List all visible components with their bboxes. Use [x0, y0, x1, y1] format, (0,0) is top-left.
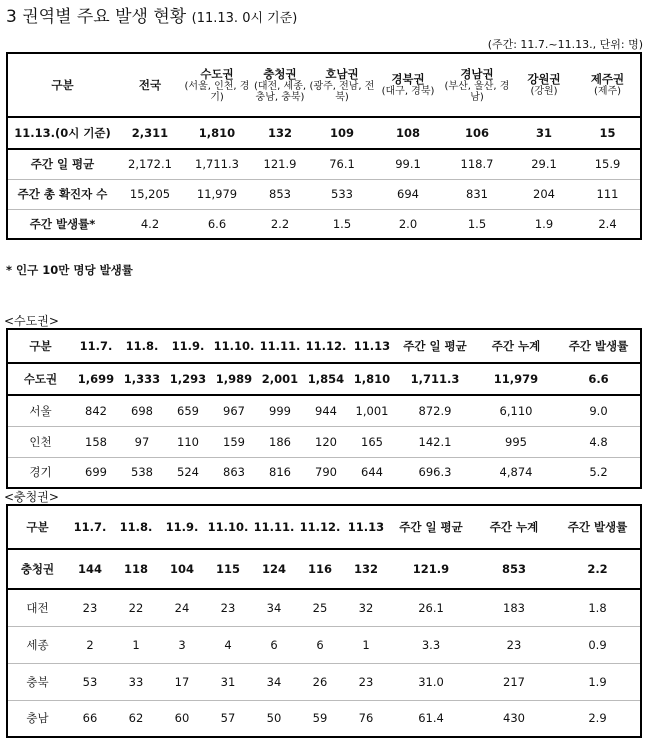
table-cell: 3 — [178, 637, 186, 652]
table-cell: 121.9 — [263, 157, 297, 172]
row-label: 수도권 — [23, 372, 58, 386]
header-cell: 11.7. — [79, 339, 113, 353]
header-name: 구분 — [51, 77, 74, 92]
table-cell: 66 — [82, 711, 98, 726]
header-cell: 11.9. — [165, 520, 199, 534]
table-cell: 1 — [132, 637, 140, 652]
table-cell: 999 — [269, 403, 291, 418]
header-name: 경북권 — [391, 72, 425, 86]
header-cell: 구분 — [26, 520, 49, 534]
table-cell: 1.5 — [467, 216, 487, 231]
table-cell: 76.1 — [329, 157, 355, 172]
table-cell: 61.4 — [418, 711, 444, 726]
table-cell: 872.9 — [418, 403, 452, 418]
header-cell — [441, 53, 513, 117]
table-cell: 159 — [223, 434, 245, 449]
table-cell: 1,001 — [355, 403, 389, 418]
table-cell: 23 — [82, 600, 98, 615]
row-label: 충북 — [26, 674, 49, 689]
table-cell: 6,110 — [499, 403, 533, 418]
table-cell: 1,293 — [169, 372, 207, 386]
table-cell: 59 — [312, 711, 328, 726]
table-cell: 31.0 — [418, 674, 444, 689]
header-cell — [575, 53, 641, 117]
chung-label: <충청권> — [4, 490, 59, 504]
table-cell: 11,979 — [196, 187, 238, 201]
row-label: 주간 일 평균 — [30, 157, 95, 172]
table-cell: 644 — [361, 465, 383, 480]
row-label: 대전 — [26, 600, 49, 615]
table-cell: 50 — [266, 711, 282, 726]
table-cell: 1.9 — [534, 216, 554, 231]
table-cell: 430 — [503, 711, 525, 726]
table-cell: 6 — [270, 637, 278, 652]
table-cell: 853 — [501, 562, 526, 576]
header-cell: 11.13 — [347, 520, 385, 534]
table-cell: 3.3 — [421, 637, 441, 652]
table-cell: 76 — [358, 711, 374, 726]
header-name: 제주권 — [590, 72, 625, 86]
table-cell: 34 — [266, 600, 282, 615]
table-cell: 4.8 — [589, 434, 608, 449]
table-cell: 110 — [177, 434, 199, 449]
header-sub: (부산, 울산, 경남) — [444, 80, 510, 103]
table-cell: 2.4 — [598, 216, 617, 231]
table-cell: 204 — [533, 187, 555, 201]
table-cell: 33 — [128, 674, 144, 689]
table-cell: 4 — [224, 637, 232, 652]
row-label: 주간 총 확진자 수 — [17, 187, 108, 201]
title-main: 3 권역별 주요 발생 현황 — [6, 7, 187, 27]
table-cell: 1,989 — [215, 372, 253, 386]
table-cell: 23 — [220, 600, 236, 615]
table-cell: 2,311 — [131, 126, 169, 140]
table-cell: 1,333 — [123, 372, 161, 386]
table-cell: 31 — [220, 674, 236, 689]
table-cell: 2,001 — [261, 372, 299, 386]
header-name: 경남권 — [460, 66, 494, 81]
header-cell: 주간 발생률 — [567, 520, 628, 534]
table-cell: 1.8 — [588, 600, 607, 615]
title-sub: (11.13. 0시 기준) — [191, 11, 298, 26]
table-cell: 816 — [269, 465, 291, 480]
table-cell: 24 — [174, 600, 190, 615]
table-cell: 2.2 — [587, 562, 608, 576]
table-cell: 26.1 — [418, 600, 444, 615]
table-cell: 4,874 — [499, 465, 533, 480]
table-cell: 1,711.3 — [410, 372, 460, 386]
table-cell: 538 — [131, 465, 153, 480]
header-cell: 주간 누계 — [489, 520, 539, 534]
table-cell: 1.9 — [588, 674, 607, 689]
header-cell — [251, 53, 309, 117]
header-cell: 11.11. — [253, 520, 295, 534]
header-cell: 11.9. — [171, 339, 205, 353]
table-cell: 1.5 — [332, 216, 352, 231]
table-cell: 186 — [269, 434, 291, 449]
table-cell: 132 — [353, 562, 378, 576]
table-row — [7, 700, 641, 737]
row-label: 인천 — [29, 434, 52, 449]
chung-table — [6, 504, 642, 738]
table-cell: 659 — [177, 403, 199, 418]
table-cell: 995 — [505, 434, 527, 449]
header-name: 수도권 — [200, 66, 234, 81]
header-name: 전국 — [138, 77, 162, 92]
header-name: 강원권 — [527, 72, 561, 86]
table-row — [7, 457, 641, 488]
table-cell: 106 — [464, 126, 489, 140]
table-cell: 2.2 — [270, 216, 290, 231]
table-cell: 9.0 — [589, 403, 608, 418]
table-cell: 116 — [307, 562, 332, 576]
header-cell: 11.7. — [73, 520, 107, 534]
row-label: 충청권 — [20, 562, 55, 576]
table-cell: 2,172.1 — [128, 157, 172, 172]
header-sub: (광주, 전남, 전북) — [309, 80, 375, 103]
header-cell: 11.10. — [207, 520, 249, 534]
table-cell: 108 — [395, 126, 420, 140]
table-cell: 1,711.3 — [195, 157, 239, 172]
row-label: 충남 — [26, 711, 49, 726]
header-sub: (서울, 인천, 경기) — [184, 80, 250, 103]
sudo-table — [6, 328, 642, 489]
table-cell: 118 — [123, 562, 148, 576]
table-cell: 31 — [535, 126, 552, 140]
header-cell: 11.12. — [299, 520, 341, 534]
table-cell: 111 — [596, 187, 619, 201]
header-cell: 11.13 — [353, 339, 391, 353]
header-cell: 주간 일 평균 — [399, 520, 463, 534]
table-cell: 104 — [169, 562, 194, 576]
table-cell: 118.7 — [460, 157, 494, 172]
table-cell: 60 — [174, 711, 190, 726]
table-cell: 97 — [134, 434, 150, 449]
table-row — [7, 149, 641, 179]
table-cell: 842 — [85, 403, 107, 418]
table-cell: 533 — [331, 187, 353, 201]
table-cell: 699 — [85, 465, 107, 480]
table-cell: 698 — [131, 403, 153, 418]
table-cell: 6.6 — [207, 216, 227, 231]
table-row — [7, 363, 641, 395]
unit-note: (주간: 11.7.~11.13., 단위: 명) — [487, 38, 643, 51]
table-cell: 22 — [128, 600, 144, 615]
table-cell: 120 — [315, 434, 337, 449]
row-label: 11.13.(0시 기준) — [14, 126, 111, 140]
header-cell: 주간 발생률 — [568, 339, 629, 353]
table-row — [7, 663, 641, 700]
table-cell: 1,810 — [198, 126, 236, 140]
table-cell: 1 — [362, 637, 370, 652]
header-cell — [309, 53, 375, 117]
table-cell: 1,699 — [77, 372, 115, 386]
header-name: 충청권 — [263, 66, 297, 81]
header-cell — [117, 53, 183, 117]
table-cell: 23 — [358, 674, 374, 689]
table-cell: 121.9 — [412, 562, 450, 576]
table-cell: 2.0 — [398, 216, 418, 231]
table-row — [7, 209, 641, 239]
table-cell: 2 — [86, 637, 94, 652]
region-summary-table — [6, 52, 642, 240]
header-cell: 11.12. — [305, 339, 347, 353]
table-cell: 0.9 — [588, 637, 607, 652]
table-cell: 694 — [397, 187, 419, 201]
header-cell — [513, 53, 575, 117]
table-cell: 853 — [269, 187, 291, 201]
table-cell: 144 — [77, 562, 102, 576]
table-cell: 29.1 — [531, 157, 557, 172]
row-label: 경기 — [29, 465, 52, 480]
header-cell: 구분 — [29, 339, 52, 353]
table-cell: 17 — [174, 674, 190, 689]
footnote: * 인구 10만 명당 발생률 — [6, 263, 133, 277]
table-cell: 1,810 — [353, 372, 391, 386]
table-cell: 696.3 — [418, 465, 452, 480]
table-cell: 165 — [361, 434, 383, 449]
table-row — [7, 549, 641, 589]
table-row — [7, 179, 641, 209]
row-label: 서울 — [29, 403, 52, 418]
table-cell: 32 — [358, 600, 374, 615]
table-cell: 183 — [503, 600, 525, 615]
table-row — [7, 589, 641, 626]
row-label: 세종 — [26, 637, 49, 652]
table-cell: 524 — [177, 465, 199, 480]
table-cell: 57 — [220, 711, 236, 726]
table-cell: 967 — [223, 403, 245, 418]
header-cell: 11.11. — [259, 339, 301, 353]
table-cell: 142.1 — [418, 434, 452, 449]
header-name: 호남권 — [325, 66, 359, 81]
table-cell: 124 — [261, 562, 286, 576]
table-cell: 944 — [315, 403, 337, 418]
table-cell: 132 — [267, 126, 292, 140]
table-cell: 158 — [85, 434, 107, 449]
header-cell: 주간 누계 — [491, 339, 541, 353]
header-cell: 11.8. — [119, 520, 153, 534]
header-cell — [7, 53, 117, 117]
table-cell: 217 — [503, 674, 525, 689]
header-sub: (제주) — [593, 86, 622, 97]
sudo-label: <수도권> — [4, 314, 59, 328]
table-cell: 15.9 — [594, 157, 621, 172]
table-cell: 62 — [128, 711, 144, 726]
table-cell: 53 — [82, 674, 98, 689]
table-row — [7, 626, 641, 663]
table-cell: 831 — [466, 187, 488, 201]
table-cell: 1,854 — [307, 372, 345, 386]
header-cell — [375, 53, 441, 117]
header-sub: (대전, 세종, 충남, 충북) — [253, 80, 307, 103]
header-sub: (강원) — [530, 86, 558, 97]
table-cell: 6.6 — [588, 372, 609, 386]
table-cell: 26 — [312, 674, 328, 689]
table-cell: 34 — [266, 674, 282, 689]
table-cell: 23 — [506, 637, 522, 652]
table-cell: 2.9 — [588, 711, 607, 726]
table-row — [7, 426, 641, 457]
table-row — [7, 395, 641, 426]
table-cell: 109 — [329, 126, 354, 140]
table-cell: 15,205 — [129, 187, 171, 201]
header-cell — [183, 53, 251, 117]
table-row — [7, 117, 641, 149]
row-label: 주간 발생률* — [29, 216, 96, 231]
table-cell: 11,979 — [493, 372, 539, 386]
table-cell: 6 — [316, 637, 324, 652]
table-cell: 5.2 — [589, 465, 608, 480]
table-cell: 863 — [223, 465, 245, 480]
table-cell: 790 — [315, 465, 337, 480]
table-cell: 15 — [599, 126, 616, 140]
header-sub: (대구, 경북) — [381, 86, 435, 97]
header-cell: 11.10. — [213, 339, 255, 353]
table-cell: 115 — [215, 562, 240, 576]
table-cell: 4.2 — [140, 216, 160, 231]
header-cell: 주간 일 평균 — [403, 339, 467, 353]
table-cell: 25 — [312, 600, 328, 615]
page-title — [6, 2, 297, 27]
header-cell: 11.8. — [125, 339, 159, 353]
table-cell: 99.1 — [395, 157, 421, 172]
